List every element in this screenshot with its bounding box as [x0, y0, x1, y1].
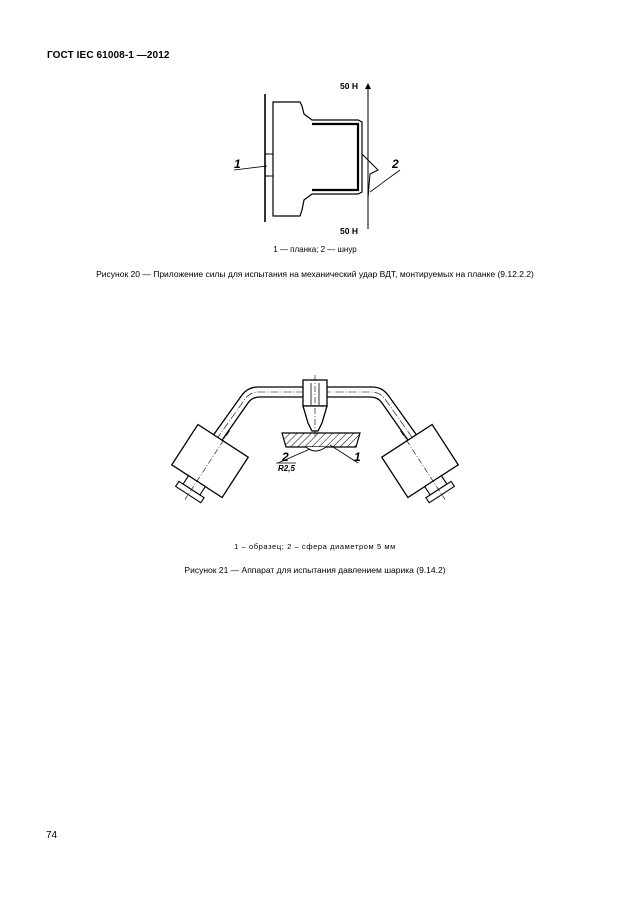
- document-header: ГОСТ IEC 61008-1 —2012: [47, 50, 170, 61]
- force-bottom-label: 50 Н: [340, 226, 358, 236]
- device-body: [273, 102, 362, 216]
- figure-20-caption: Рисунок 20 — Приложение силы для испытания на механический удар ВДТ, монтируемых на планке (9.12.2.2): [96, 269, 534, 279]
- figure-20-legend: 1 — планка; 2 — шнур: [273, 245, 357, 254]
- figure-21-legend: 1 – образец; 2 – сфера диаметром 5 мм: [234, 542, 396, 551]
- sphere: [306, 447, 326, 451]
- force-top-label: 50 Н: [340, 81, 358, 91]
- page-number: 74: [46, 830, 58, 841]
- fig20-label-2: 2: [392, 157, 399, 171]
- fig21-label-1: 1: [354, 450, 361, 464]
- figure-21-caption: Рисунок 21 — Аппарат для испытания давлением шарика (9.14.2): [184, 565, 446, 575]
- figure-20-drawing: [220, 74, 420, 244]
- figure-21-drawing: [150, 375, 480, 515]
- fig21-label-2: 2: [282, 450, 289, 464]
- specimen: [282, 433, 360, 447]
- fig21-radius: R2,5: [278, 464, 295, 473]
- cord: [362, 154, 378, 198]
- rail: [265, 154, 273, 176]
- fig20-label-1: 1: [234, 157, 241, 171]
